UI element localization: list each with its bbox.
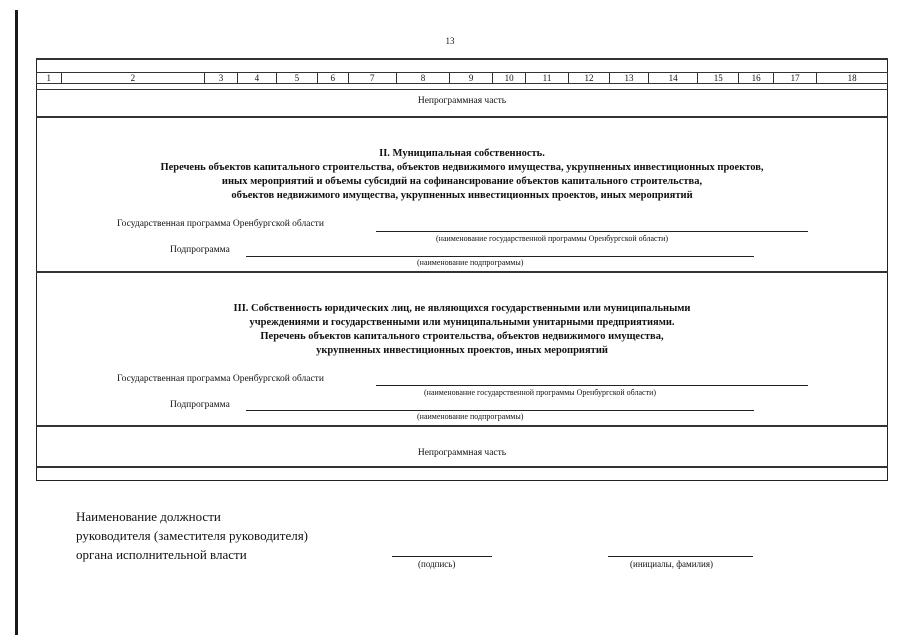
column-number-cell: 8	[396, 73, 449, 84]
table-cell	[450, 272, 493, 273]
table-cell	[525, 467, 568, 468]
table-cell	[569, 426, 610, 427]
signature-position	[76, 507, 308, 564]
section2-heading: II. Муниципальная собственность.	[379, 148, 545, 159]
signature-field[interactable]	[392, 556, 492, 557]
table-cell	[739, 426, 774, 427]
table-row	[36, 425, 888, 427]
table-cell	[317, 272, 348, 273]
table-cell	[348, 59, 396, 60]
table-cell	[237, 117, 276, 118]
table-cell	[525, 426, 568, 427]
table-cell	[774, 117, 817, 118]
table-cell	[649, 117, 698, 118]
table-cell	[276, 59, 317, 60]
section3-line-3: Перечень объектов капитального строительства, объектов недвижимого имущества,	[260, 331, 664, 342]
column-number-row	[36, 72, 888, 84]
column-number-cell: 16	[739, 73, 774, 84]
table-cell	[348, 272, 396, 273]
divider	[36, 89, 888, 90]
table-cell	[205, 272, 238, 273]
signature-caption: (подпись)	[418, 559, 456, 569]
column-number-cell: 5	[276, 73, 317, 84]
table-cell	[317, 117, 348, 118]
column-number-cell: 2	[61, 73, 205, 84]
column-number-cell: 6	[317, 73, 348, 84]
section3-subprogram-caption: (наименование подпрограммы)	[417, 412, 524, 421]
table-cell	[493, 117, 526, 118]
table-cell	[817, 59, 888, 60]
table-cell	[276, 272, 317, 273]
column-number-cell: 18	[817, 73, 888, 84]
table-cell	[569, 272, 610, 273]
section2-subprogram-label: Подпрограмма	[170, 245, 230, 255]
section2-program-field[interactable]	[376, 231, 808, 232]
table-cell	[396, 59, 449, 60]
table-row	[36, 466, 888, 468]
table-cell	[237, 59, 276, 60]
table-cell	[698, 426, 739, 427]
table-cell	[698, 59, 739, 60]
column-number-cell: 17	[774, 73, 817, 84]
table-cell	[237, 426, 276, 427]
name-field[interactable]	[608, 556, 753, 557]
table-header-row	[36, 58, 888, 60]
nonprogram-part-label-2: Непрограммная часть	[417, 448, 507, 458]
table-cell	[569, 59, 610, 60]
table-cell	[817, 272, 888, 273]
column-number-cell: 10	[493, 73, 526, 84]
table-cell	[317, 59, 348, 60]
table-cell	[396, 426, 449, 427]
table-cell	[450, 117, 493, 118]
table-cell	[649, 467, 698, 468]
section3-subprogram-field[interactable]	[246, 410, 754, 411]
section2-line-2: иных мероприятий и объемы субсидий на софинансирование объектов капитального строительства,	[221, 176, 703, 187]
table-cell	[610, 117, 649, 118]
section2-program-caption: (наименование государственной программы Оренбургской области)	[436, 234, 669, 243]
table-cell	[649, 59, 698, 60]
table-cell	[774, 467, 817, 468]
table-cell	[276, 467, 317, 468]
table-cell	[610, 272, 649, 273]
binding-margin-bar	[15, 10, 18, 635]
table-cell	[649, 426, 698, 427]
table-cell	[450, 59, 493, 60]
table-cell	[205, 117, 238, 118]
table-cell	[317, 467, 348, 468]
table-cell	[205, 59, 238, 60]
table-cell	[493, 426, 526, 427]
table-cell	[37, 467, 62, 468]
table-cell	[739, 467, 774, 468]
section2-program-label: Государственная программа Оренбургской области	[117, 219, 324, 229]
column-number-cell: 7	[348, 73, 396, 84]
column-number-cell: 3	[205, 73, 238, 84]
table-cell	[205, 467, 238, 468]
table-cell	[37, 117, 62, 118]
table-cell	[817, 467, 888, 468]
section3-program-caption: (наименование государственной программы Оренбургской области)	[424, 388, 657, 397]
section2-line-1: Перечень объектов капитального строительства, объектов недвижимого имущества, укрупненных инвестиционных проектов,	[160, 162, 764, 173]
table-cell	[237, 272, 276, 273]
column-number-cell: 11	[525, 73, 568, 84]
column-number-cell: 9	[450, 73, 493, 84]
table-cell	[61, 426, 205, 427]
name-caption: (инициалы, фамилия)	[630, 559, 713, 569]
column-number-cell: 13	[610, 73, 649, 84]
table-cell	[493, 467, 526, 468]
table-cell	[317, 426, 348, 427]
section3-subprogram-label: Подпрограмма	[170, 400, 230, 410]
table-cell	[610, 426, 649, 427]
column-number-cell: 12	[569, 73, 610, 84]
table-cell	[739, 117, 774, 118]
table-cell	[525, 272, 568, 273]
table-cell	[569, 467, 610, 468]
column-number-cell: 4	[237, 73, 276, 84]
table-cell	[237, 467, 276, 468]
table-cell	[493, 272, 526, 273]
table-cell	[450, 467, 493, 468]
table-cell	[450, 426, 493, 427]
table-cell	[610, 467, 649, 468]
table-cell	[61, 272, 205, 273]
table-cell	[276, 117, 317, 118]
table-cell	[739, 272, 774, 273]
table-cell	[649, 272, 698, 273]
section3-line-4: укрупненных инвестиционных проектов, иных мероприятий	[316, 345, 608, 356]
nonprogram-part-label-1: Непрограммная часть	[417, 96, 507, 106]
table-row	[36, 116, 888, 118]
table-cell	[698, 117, 739, 118]
table-cell	[396, 467, 449, 468]
column-number-cell: 14	[649, 73, 698, 84]
table-cell	[774, 426, 817, 427]
table-cell	[569, 117, 610, 118]
section3-program-field[interactable]	[376, 385, 808, 386]
column-number-cell: 1	[37, 73, 62, 84]
table-cell	[698, 467, 739, 468]
table-cell	[61, 467, 205, 468]
section2-subprogram-field[interactable]	[246, 256, 754, 257]
table-cell	[348, 117, 396, 118]
table-cell	[698, 272, 739, 273]
table-cell	[61, 59, 205, 60]
section3-program-label: Государственная программа Оренбургской области	[117, 374, 324, 384]
signature-position-line-2: руководителя (заместителя руководителя)	[76, 528, 309, 543]
table-cell	[610, 59, 649, 60]
table-cell	[276, 426, 317, 427]
table-cell	[817, 117, 888, 118]
table-cell	[348, 467, 396, 468]
table-cell	[37, 272, 62, 273]
table-cell	[396, 117, 449, 118]
table-cell	[37, 59, 62, 60]
table-cell	[37, 426, 62, 427]
section3-line-2: учреждениями и государственными или муниципальными унитарными предприятиями.	[249, 317, 675, 328]
table-cell	[396, 272, 449, 273]
section3-line-1: III. Собственность юридических лиц, не являющихся государственными или муниципальными	[233, 303, 691, 314]
table-cell	[739, 59, 774, 60]
table-cell	[348, 426, 396, 427]
section2-line-3: объектов недвижимого имущества, укрупненных инвестиционных проектов, иных мероприятий	[231, 190, 693, 201]
table-cell	[525, 59, 568, 60]
table-cell	[493, 59, 526, 60]
table-cell	[61, 117, 205, 118]
page-number: 13	[445, 36, 455, 46]
column-number-cell: 15	[698, 73, 739, 84]
table-cell	[205, 426, 238, 427]
section2-subprogram-caption: (наименование подпрограммы)	[417, 258, 524, 267]
table-cell	[525, 117, 568, 118]
signature-position-line-3: органа исполнительной власти	[76, 547, 247, 562]
table-cell	[817, 426, 888, 427]
table-cell	[774, 272, 817, 273]
signature-position-line-1: Наименование должности	[76, 509, 221, 524]
table-row	[36, 271, 888, 273]
table-cell	[774, 59, 817, 60]
